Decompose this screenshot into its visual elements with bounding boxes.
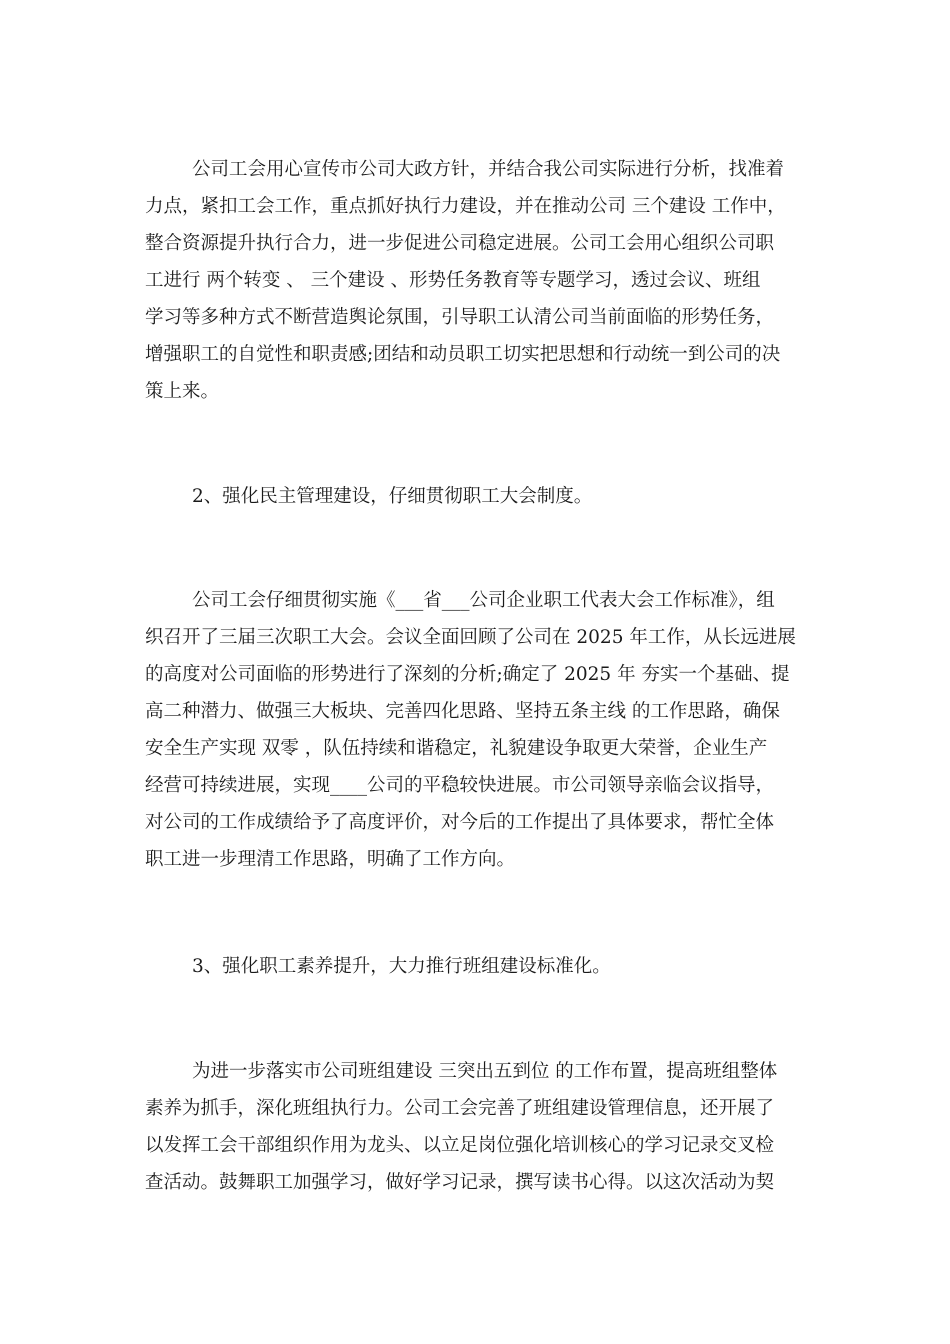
paragraph-line: 力点，紧扣工会工作，重点抓好执行力建设，并在推动公司 三个建设 工作中， (145, 196, 786, 217)
paragraph-line: 安全生产实现 双零 ，队伍持续和谐稳定，礼貌建设争取更大荣誉，企业生产 (145, 738, 768, 759)
paragraph-line: 以发挥工会干部组织作用为龙头、以立足岗位强化培训核心的学习记录交叉检 (145, 1135, 775, 1156)
paragraph-line: 经营可持续进展，实现____公司的平稳较快进展。市公司领导亲临会议指导， (145, 775, 775, 796)
paragraph-line: 为进一步落实市公司班组建设 三突出五到位 的工作布置，提高班组整体 (192, 1061, 778, 1082)
paragraph-line: 职工进一步理清工作思路，明确了工作方向。 (145, 849, 516, 870)
paragraph-line: 对公司的工作成绩给予了高度评价，对今后的工作提出了具体要求，帮忙全体 (145, 812, 775, 833)
paragraph-line: 素养为抓手，深化班组执行力。公司工会完善了班组建设管理信息，还开展了 (145, 1098, 775, 1119)
paragraph-line: 策上来。 (145, 381, 220, 402)
paragraph-line: 增强职工的自觉性和职责感;团结和动员职工切实把思想和行动统一到公司的决 (145, 344, 781, 365)
paragraph-line: 的高度对公司面临的形势进行了深刻的分析;确定了 2025 年 夯实一个基础、提 (145, 664, 790, 685)
section-heading-3: 3、强化职工素养提升，大力推行班组建设标准化。 (192, 956, 611, 977)
paragraph-line: 整合资源提升执行合力，进一步促进公司稳定进展。公司工会用心组织公司职 (145, 233, 775, 254)
paragraph-line: 织召开了三届三次职工大会。会议全面回顾了公司在 2025 年工作，从长远进展 (145, 627, 796, 648)
section-heading-2: 2、强化民主管理建设，仔细贯彻职工大会制度。 (192, 486, 593, 507)
paragraph-line: 学习等多种方式不断营造舆论氛围，引导职工认清公司当前面临的形势任务， (145, 307, 775, 328)
paragraph-line: 公司工会仔细贯彻实施《___省___公司企业职工代表大会工作标准》，组 (192, 590, 775, 611)
paragraph-line: 高二种潜力、做强三大板块、完善四化思路、坚持五条主线 的工作思路，确保 (145, 701, 780, 722)
paragraph-line: 公司工会用心宣传市公司大政方针，并结合我公司实际进行分析，找准着 (192, 159, 785, 180)
paragraph-line: 查活动。鼓舞职工加强学习，做好学习记录，撰写读书心得。以这次活动为契 (145, 1172, 775, 1193)
paragraph-line: 工进行 两个转变 、 三个建设 、形势任务教育等专题学习，透过会议、班组 (145, 270, 761, 291)
